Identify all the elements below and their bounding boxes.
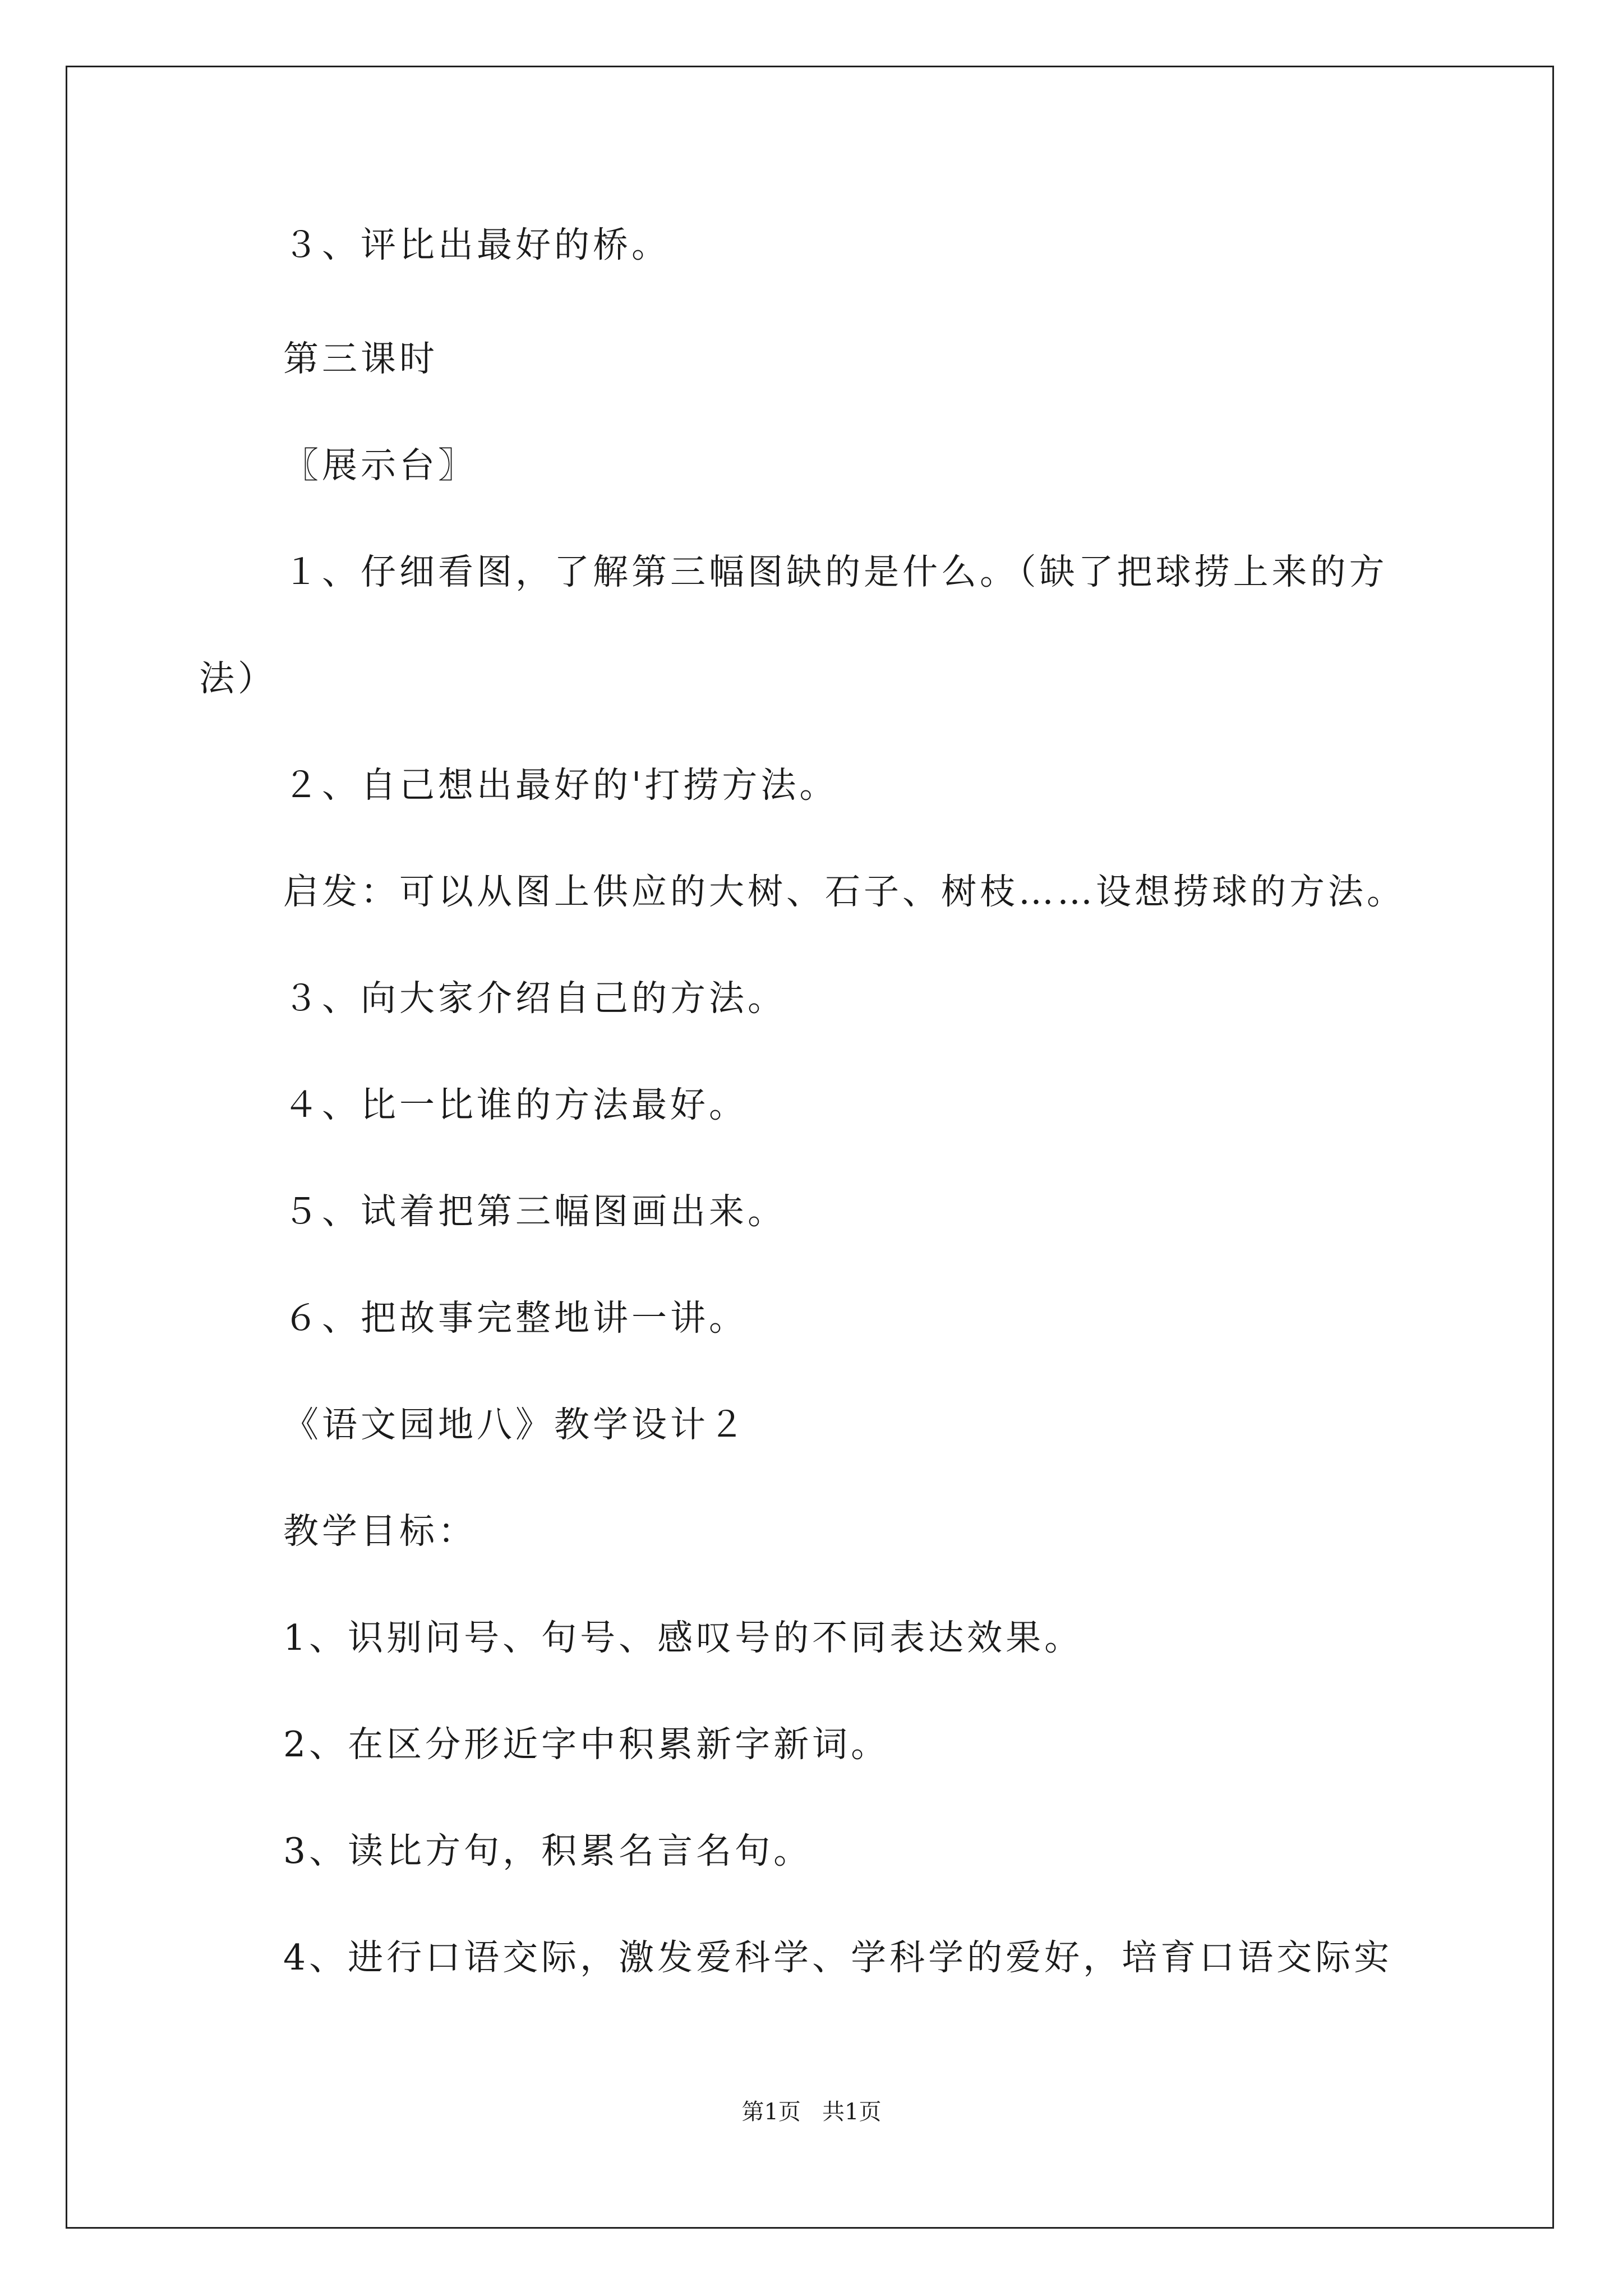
lesson-heading: 第三课时 xyxy=(283,338,438,379)
text-line: １、仔细看图，了解第三幅图缺的是什么。（缺了把球捞上来的方 xyxy=(283,551,1388,592)
text-line: ３、评比出最好的桥。 xyxy=(283,224,670,265)
objectives-heading: 教学目标： xyxy=(283,1511,477,1552)
section-heading: 〖展示台〗 xyxy=(283,445,477,486)
objective-item: 1、识别问号、句号、感叹号的不同表达效果。 xyxy=(283,1617,1083,1658)
text-line: 启发：可以从图上供应的大树、石子、树枝……设想捞球的方法。 xyxy=(283,871,1405,912)
text-line: ６、把故事完整地讲一讲。 xyxy=(283,1297,748,1338)
design-title: 《语文园地八》教学设计２ xyxy=(283,1404,748,1445)
objective-item: 2、在区分形近字中积累新字新词。 xyxy=(283,1724,890,1765)
text-line: ３、向大家介绍自己的方法。 xyxy=(283,978,786,1019)
page-frame xyxy=(66,66,1554,2229)
text-line: 法） xyxy=(199,658,276,699)
objective-item: 4、进行口语交际，激发爱科学、学科学的爱好，培育口语交际实 xyxy=(283,1937,1393,1978)
page-number-footer: 第1页 共1页 xyxy=(741,2099,882,2125)
text-line: ５、试着把第三幅图画出来。 xyxy=(283,1191,786,1232)
objective-item: 3、读比方句，积累名言名句。 xyxy=(283,1830,813,1871)
text-line: ４、比一比谁的方法最好。 xyxy=(283,1084,748,1125)
text-line: ２、自己想出最好的'打捞方法。 xyxy=(283,765,838,806)
